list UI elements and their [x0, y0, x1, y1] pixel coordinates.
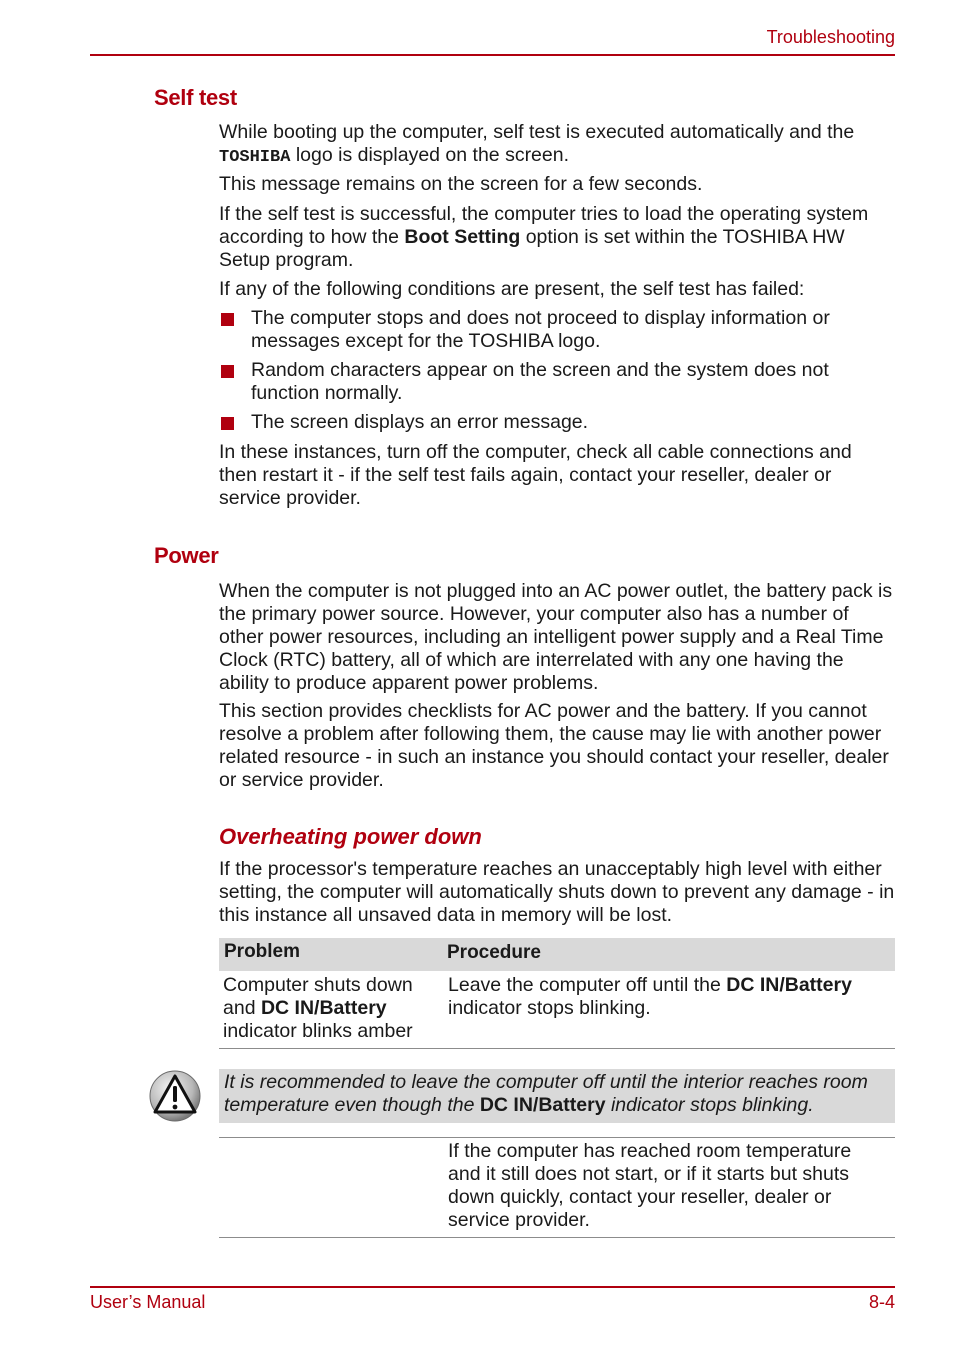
bullet-square-icon [221, 313, 234, 326]
warning-icon [148, 1069, 202, 1123]
dc-in-battery-term: DC IN/Battery [726, 974, 852, 996]
boot-setting-term: Boot Setting [404, 226, 521, 248]
self-test-paragraph-3 [219, 203, 895, 272]
list-item [219, 359, 895, 405]
power-paragraph-1: When the computer is not plugged into an AC power outlet, the battery pack is the primary power source. However, your computer also has a number of other power resources, including an intelligent power supply and a Real Time Clock (RTC) battery, all of which are interrelated with any one having the ability to produce apparent power problems. [219, 580, 893, 694]
self-test-paragraph-1 [219, 121, 895, 169]
section-heading-power: Power [154, 543, 219, 568]
toshiba-wordmark: TOSHIBA [219, 148, 291, 167]
header-rule [90, 54, 895, 56]
list-item [219, 411, 895, 434]
table-row-divider [219, 1137, 895, 1138]
table-row-divider [219, 1048, 895, 1049]
self-test-p3-text: If the self test is successful, the computer tries to load the operating system according to how the [219, 203, 869, 248]
list-item-text: The screen displays an error message. [251, 411, 589, 433]
dc-in-battery-term: DC IN/Battery [260, 997, 387, 1019]
running-header: Troubleshooting [766, 27, 895, 47]
note-text: It is recommended to leave the computer off until the interior reaches room temperature even though the [224, 1071, 868, 1116]
self-test-p3-text-end: option is set within the TOSHIBA HW Setup program. [219, 226, 845, 271]
table-cell-procedure: If the computer has reached room temperature and it still does not start, or if it starts but shuts down quickly, contact your reseller, dealer or service provider. [448, 1140, 852, 1231]
table-cell-procedure [448, 974, 888, 1020]
list-item [219, 307, 895, 353]
note-text-end: indicator stops blinking. [605, 1094, 814, 1116]
self-test-p1-text: While booting up the computer, self test is executed automatically and the [219, 121, 855, 143]
table-cell-problem [223, 974, 438, 1043]
self-test-paragraph-4: If any of the following conditions are present, the self test has failed: [219, 278, 805, 300]
section-heading-self-test: Self test [154, 85, 237, 110]
table-header-row [219, 938, 895, 971]
self-test-paragraph-2: This message remains on the screen for a few seconds. [219, 173, 703, 195]
table-row-divider [219, 1237, 895, 1238]
caution-note-text [224, 1071, 892, 1117]
subsection-heading-overheating: Overheating power down [219, 824, 482, 849]
dc-in-battery-term: DC IN/Battery [479, 1094, 606, 1116]
problem-text: Computer shuts down and [223, 974, 413, 1019]
self-test-paragraph-5: In these instances, turn off the computer, check all cable connections and then restart it - if the self test fails again, contact your reseller, dealer or service provider. [219, 441, 852, 509]
self-test-p1-text-end: logo is displayed on the screen. [290, 144, 570, 166]
footer-rule [90, 1286, 895, 1288]
problem-text-end: indicator blinks amber [223, 1020, 413, 1042]
failure-conditions-list [219, 307, 895, 434]
procedure-text: Leave the computer off until the [448, 974, 727, 996]
power-paragraph-2: This section provides checklists for AC power and the battery. If you cannot resolve a problem after following them, the cause may lie with another power related resource - in such an instance you should contact your reseller, dealer or service provider. [219, 700, 889, 791]
page-number: 8-4 [868, 1292, 895, 1312]
procedure-text-end: indicator stops blinking. [448, 997, 651, 1019]
caution-note [219, 1069, 895, 1123]
column-header-problem: Problem [224, 941, 301, 962]
list-item-text: Random characters appear on the screen and the system does not function normally. [251, 359, 829, 404]
footer-manual-title: User’s Manual [90, 1292, 206, 1312]
bullet-square-icon [221, 417, 234, 430]
bullet-square-icon [221, 365, 234, 378]
column-header-procedure: Procedure [447, 942, 541, 963]
list-item-text: The computer stops and does not proceed to display information or messages except for the TOSHIBA logo. [251, 307, 830, 352]
overheating-paragraph: If the processor's temperature reaches an unacceptably high level with either setting, the computer will automatically shuts down to prevent any damage - in this instance all unsaved data in memory will be lost. [219, 858, 895, 926]
